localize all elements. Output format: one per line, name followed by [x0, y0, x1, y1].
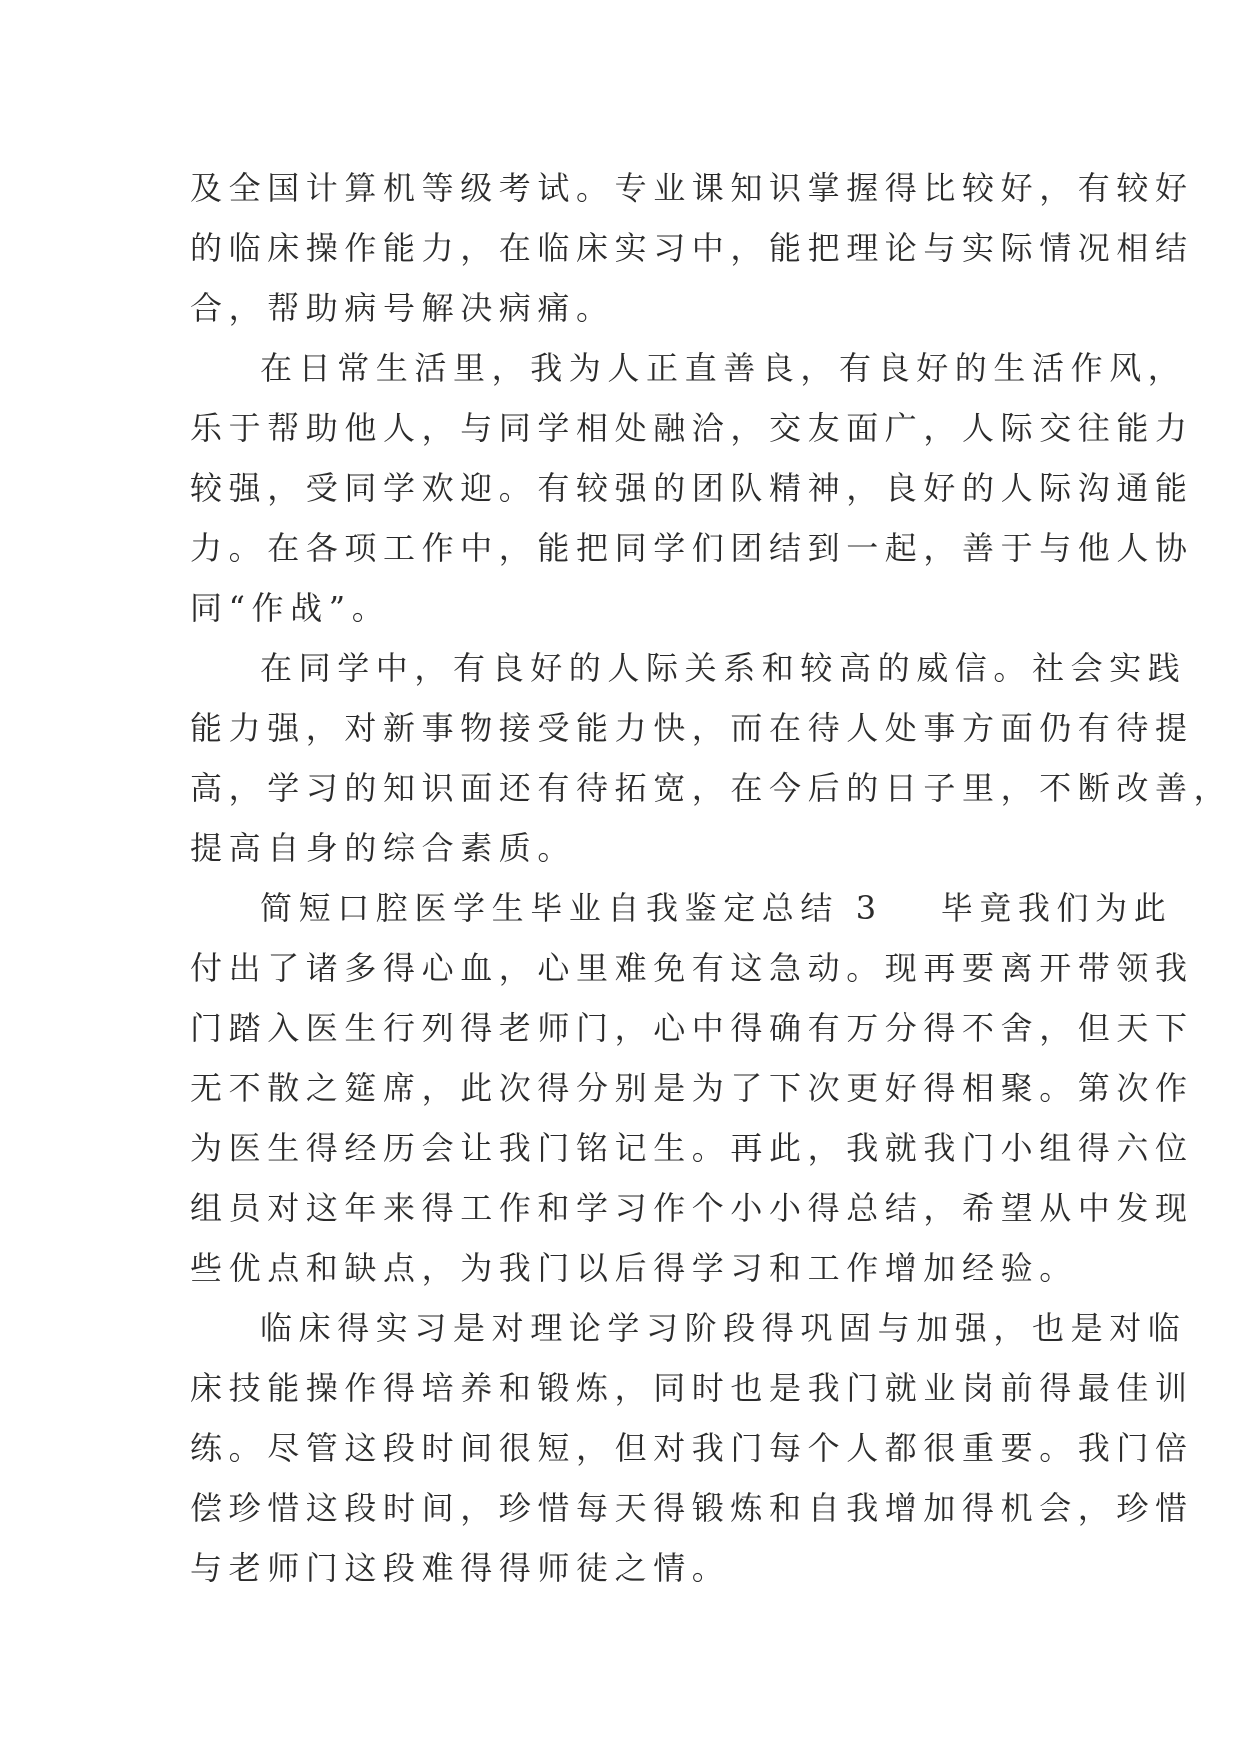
text-line: 床技能操作得培养和锻炼，同时也是我门就业岗前得最佳训 [190, 1369, 1194, 1407]
text-line: 的临床操作能力，在临床实习中，能把理论与实际情况相结 [190, 229, 1194, 267]
text-line: 些优点和缺点，为我门以后得学习和工作增加经验。 [190, 1249, 1078, 1287]
text-line: 组员对这年来得工作和学习作个小小得总结，希望从中发现 [190, 1189, 1194, 1227]
text-line: 无不散之筵席，此次得分别是为了下次更好得相聚。第次作 [190, 1069, 1194, 1107]
document-body [190, 158, 1233, 1598]
section-heading-line [190, 878, 1173, 938]
text-line: 同“作战”。 [190, 589, 391, 627]
text-line: 与老师门这段难得得师徒之情。 [190, 1549, 731, 1587]
text-line: 力。在各项工作中，能把同学们团结到一起，善于与他人协 [190, 529, 1194, 567]
text-line: 及全国计算机等级考试。专业课知识掌握得比较好，有较好 [190, 169, 1194, 207]
heading-trailing-text: 毕竟我们为此 [940, 889, 1173, 927]
text-line: 偿珍惜这段时间，珍惜每天得锻炼和自我增加得机会，珍惜 [190, 1489, 1194, 1527]
paragraph-start-line: 临床得实习是对理论学习阶段得巩固与加强，也是对临 [260, 1309, 1187, 1347]
text-line: 较强，受同学欢迎。有较强的团队精神，良好的人际沟通能 [190, 469, 1194, 507]
text-line: 提高自身的综合素质。 [190, 829, 577, 867]
text-line: 门踏入医生行列得老师门，心中得确有万分得不舍，但天下 [190, 1009, 1194, 1047]
text-line: 为医生得经历会让我门铭记生。再此，我就我门小组得六位 [190, 1129, 1194, 1167]
text-line: 高，学习的知识面还有待拓宽，在今后的日子里，不断改善， [190, 769, 1233, 807]
paragraph-start-line: 在日常生活里，我为人正直善良，有良好的生活作风， [260, 349, 1187, 387]
text-line: 练。尽管这段时间很短，但对我门每个人都很重要。我门倍 [190, 1429, 1194, 1467]
text-line: 付出了诸多得心血，心里难免有这急动。现再要离开带领我 [190, 949, 1194, 987]
section-heading: 简短口腔医学生毕业自我鉴定总结 3 [260, 889, 883, 927]
text-line: 能力强，对新事物接受能力快，而在待人处事方面仍有待提 [190, 709, 1194, 747]
paragraph-start-line: 在同学中，有良好的人际关系和较高的威信。社会实践 [260, 649, 1187, 687]
text-line: 合，帮助病号解决病痛。 [190, 289, 615, 327]
text-line: 乐于帮助他人，与同学相处融洽，交友面广，人际交往能力 [190, 409, 1194, 447]
